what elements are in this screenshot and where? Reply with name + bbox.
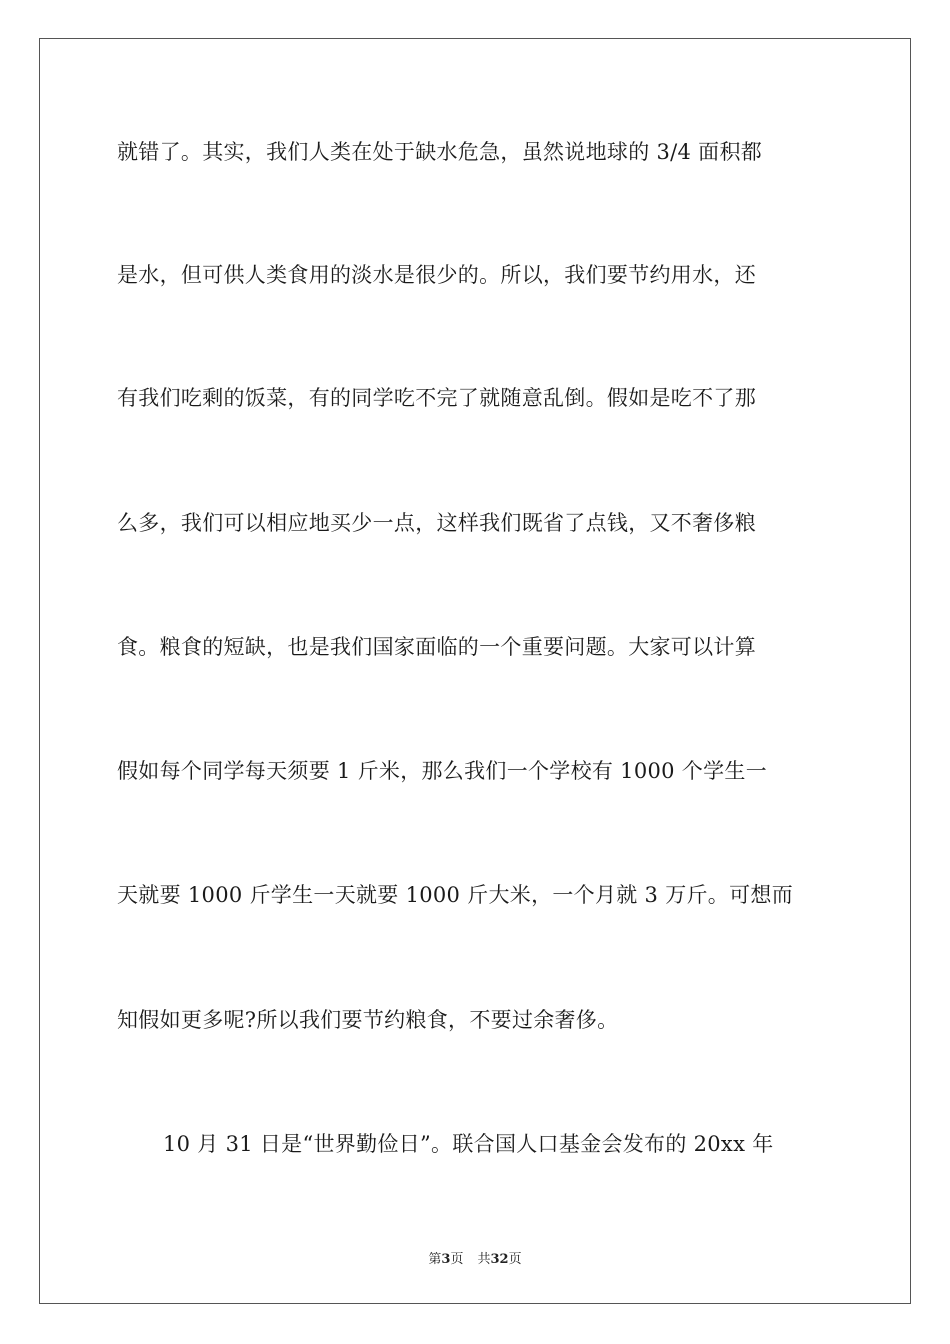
total-prefix: 共	[477, 1252, 491, 1267]
page-border	[39, 38, 911, 1304]
text-line: 10 月 31 日是“世界勤俭日”。联合国人口基金会发布的 20xx 年	[163, 1132, 774, 1156]
total-suffix: 页	[508, 1252, 522, 1267]
total-page-number: 32	[490, 1252, 509, 1267]
text-line: 食。粮食的短缺，也是我们国家面临的一个重要问题。大家可以计算	[117, 635, 756, 659]
text-line: 假如每个同学每天须要 1 斤米，那么我们一个学校有 1000 个学生一	[117, 759, 768, 783]
page-prefix: 第	[428, 1252, 442, 1267]
text-line: 天就要 1000 斤学生一天就要 1000 斤大米，一个月就 3 万斤。可想而	[117, 883, 793, 907]
text-line: 是水，但可供人类食用的淡水是很少的。所以，我们要节约用水，还	[117, 263, 756, 287]
text-line: 知假如更多呢?所以我们要节约粮食，不要过余奢侈。	[117, 1008, 619, 1032]
text-line: 就错了。其实，我们人类在处于缺水危急，虽然说地球的 3/4 面积都	[117, 140, 763, 164]
page-suffix: 页	[450, 1252, 464, 1267]
text-line: 有我们吃剩的饭菜，有的同学吃不完了就随意乱倒。假如是吃不了那	[117, 386, 756, 410]
current-page-number: 3	[441, 1252, 451, 1267]
page-footer	[0, 1248, 950, 1267]
text-line: 么多，我们可以相应地买少一点，这样我们既省了点钱，又不奢侈粮	[117, 511, 756, 535]
